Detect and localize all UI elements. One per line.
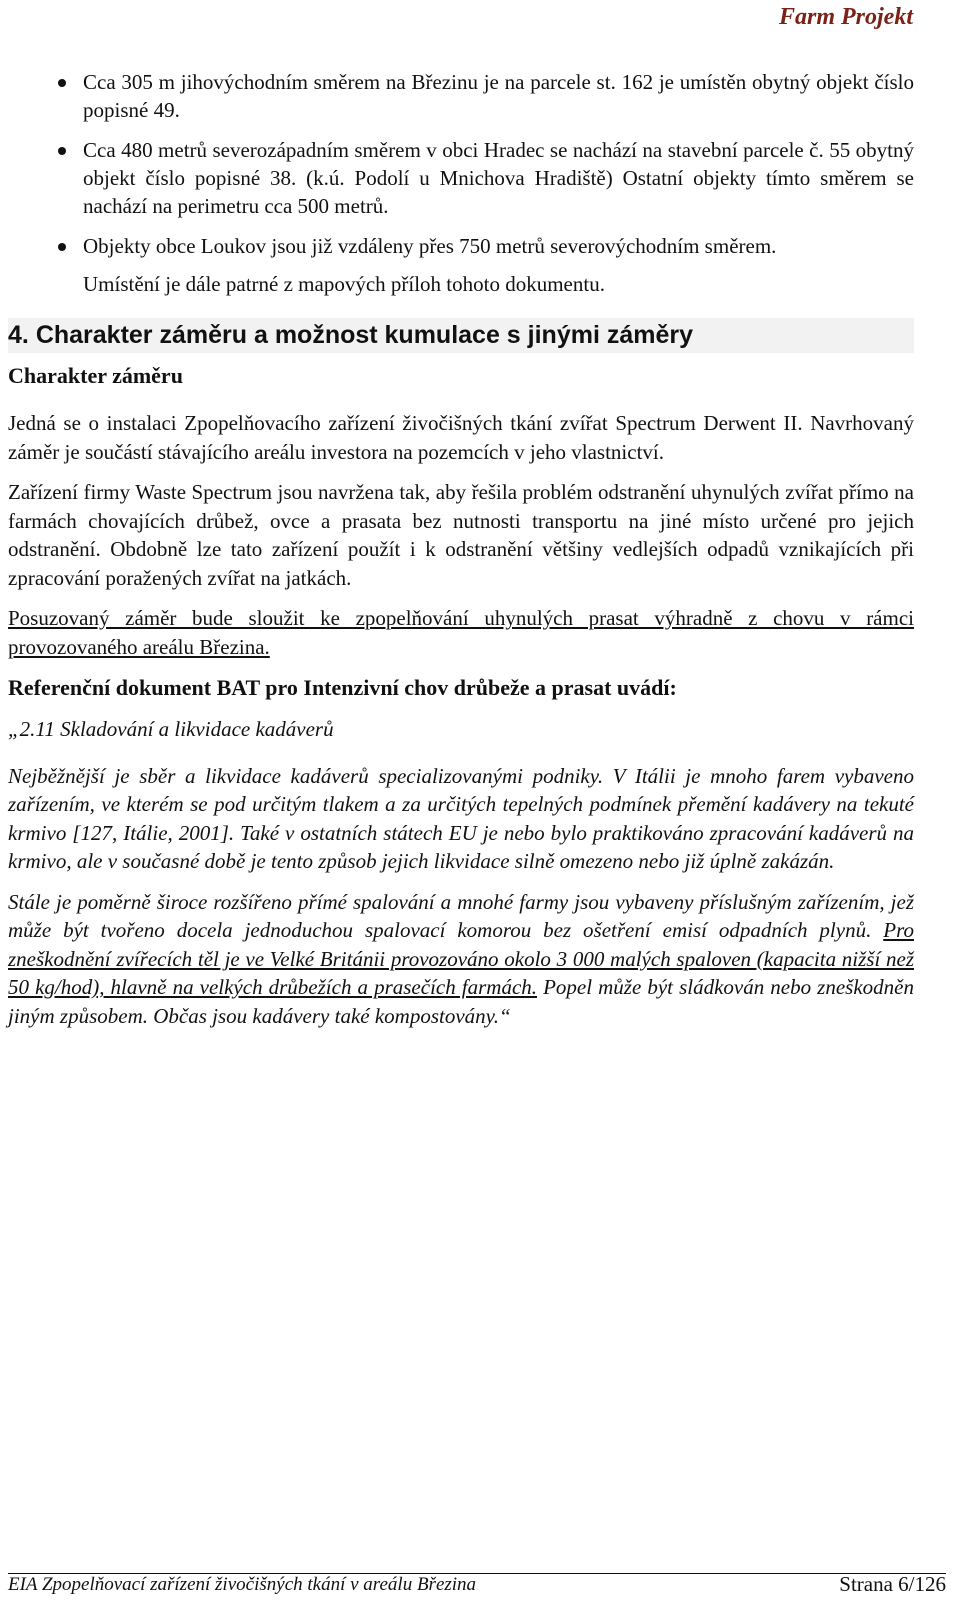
bullet-icon	[58, 243, 66, 251]
subheading: Charakter záměru	[8, 363, 183, 388]
bat-heading: Referenční dokument BAT pro Intenzivní chov drůbeže a prasat uvádí:	[8, 675, 677, 700]
list-item	[8, 68, 914, 124]
footer-document-title: EIA Zpopelňovací zařízení živočišných tkání v areálu Březina	[8, 1574, 477, 1595]
page-footer	[8, 1572, 946, 1596]
bullet-note: Umístění je dále patrné z mapových příloh tohoto dokumentu.	[83, 272, 605, 296]
quote-text-start: Stále je poměrně široce rozšířeno přímé spalování a mnohé farmy jsou vybaveny příslušným zařízením, jež může být tvořeno docela jednoduchou spalovací komorou bez ošetření emisí odpadních plynů.	[8, 889, 914, 942]
quote-text-end: Popel může být sládkován nebo zneškodněn jiným způsobem. Občas jsou kadávery také kompostovány.“	[8, 975, 914, 1028]
list-item	[8, 136, 914, 220]
quote-paragraph-1: Nejběžnější je sběr a likvidace kadáverů specializovanými podniky. V Itálii je mnoho farem vybaveno zařízením, ve kterém se pod určitým tlakem a za určitých tepelných podmínek přemění kadávery na tekuté krmivo [127, Itálie, 2001]. Také v ostatních státech EU je nebo bylo praktikováno zpracování kadáverů na krmivo, ale v současné době je tento způsob jejich likvidace silně omezeno nebo již úplně zakázán.	[8, 763, 914, 873]
list-item	[8, 232, 914, 260]
footer-page-number: Strana 6/126	[839, 1572, 946, 1596]
bullet-icon	[58, 79, 66, 87]
paragraph-waste-spectrum: Zařízení firmy Waste Spectrum jsou navržena tak, aby řešila problém odstranění uhynulých zvířat přímo na farmách chovajících drůbež, ovce a prasata bez nutnosti transportu na jiné místo určené pro jejich odstranění. Obdobně lze tato zařízení použít i k odstranění většiny vedlejších odpadů vznikajících při zpracování poražených zvířat na jatkách.	[8, 480, 914, 590]
list-item-text: Objekty obce Loukov jsou již vzdáleny přes 750 metrů severovýchodním směrem.	[83, 234, 777, 258]
bullet-list	[8, 68, 914, 260]
list-item-text: Cca 305 m jihovýchodním směrem na Březinu je na parcele st. 162 je umístěn obytný objekt číslo popisné 49.	[83, 70, 914, 122]
running-header: Farm Projekt	[778, 4, 913, 30]
paragraph-assessed-plan: Posuzovaný záměr bude sloužit ke zpopelňování uhynulých prasat výhradně z chovu v rámci provozovaného areálu Březina.	[8, 606, 914, 659]
section-number: 4.	[8, 321, 29, 349]
section-heading	[8, 318, 914, 353]
quote-title: „2.11 Skladování a likvidace kadáverů	[8, 717, 334, 741]
quote-text-underlined: Pro zneškodnění zvířecích těl je ve Velké Británii provozováno okolo 3 000 malých spaloven (kapacita nižší než 50 kg/hod), hlavně na velkých drůbežích a prasečích farmách.	[8, 918, 914, 999]
bullet-icon	[58, 147, 66, 155]
quote-paragraph-2	[8, 888, 914, 1031]
page-content	[8, 68, 914, 1030]
section-title: Charakter záměru a možnost kumulace s jinými záměry	[35, 321, 694, 349]
paragraph-intro: Jedná se o instalaci Zpopelňovacího zařízení živočišných tkání zvířat Spectrum Derwent II. Navrhovaný záměr je součástí stávajícího areálu investora na pozemcích v jeho vlastnictví.	[8, 411, 914, 464]
list-item-text: Cca 480 metrů severozápadním směrem v obci Hradec se nachází na stavební parcele č. 55 obytný objekt číslo popisné 38. (k.ú. Podolí u Mnichova Hradiště) Ostatní objekty tímto směrem se nachází na perimetru cca 500 metrů.	[83, 138, 914, 218]
